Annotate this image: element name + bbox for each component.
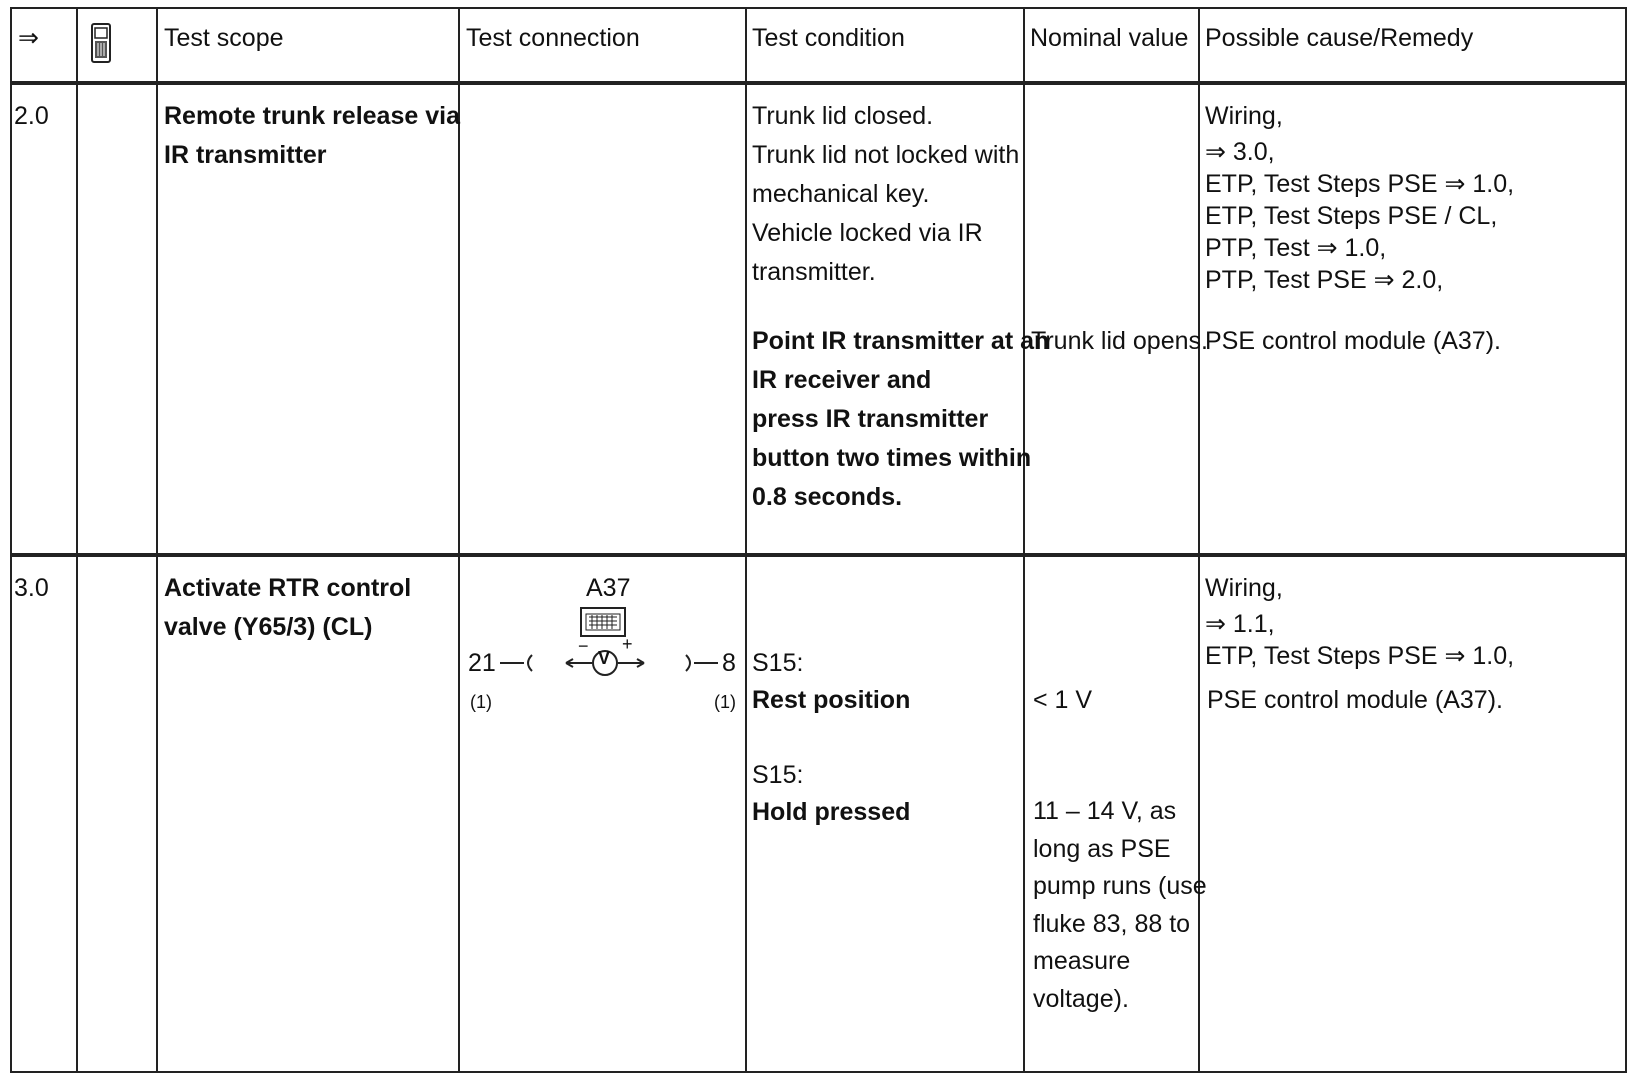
meter-plus: + bbox=[622, 634, 633, 654]
nominal-value-header: Nominal value bbox=[1030, 24, 1189, 52]
voltmeter-symbol: V bbox=[598, 648, 611, 668]
test-scope-cell: Activate RTR control valve (Y65/3) (CL) bbox=[164, 574, 412, 641]
right-pin-number: 8 bbox=[722, 649, 736, 677]
remedy-module: PSE control module (A37). bbox=[1207, 686, 1503, 714]
step-number: 2.0 bbox=[14, 102, 49, 130]
test-table bbox=[10, 7, 1627, 1073]
column-divider bbox=[1023, 9, 1025, 1071]
column-divider bbox=[156, 9, 158, 1071]
handheld-tester-icon bbox=[90, 23, 112, 75]
switch-label: S15: bbox=[752, 761, 804, 789]
right-connector-icon bbox=[678, 649, 718, 682]
column-divider bbox=[745, 9, 747, 1071]
left-connector-icon bbox=[500, 649, 540, 682]
test-connection-header: Test connection bbox=[466, 24, 640, 52]
nominal-value-cell: Trunk lid opens. bbox=[1031, 327, 1208, 355]
header-divider bbox=[12, 81, 1625, 85]
right-pin-note: (1) bbox=[714, 692, 736, 712]
test-condition-action: Point IR transmitter at an IR receiver and press IR transmitter button two times within 0.8 seconds. bbox=[752, 327, 1050, 511]
test-scope-cell: Remote trunk release via IR transmitter bbox=[164, 102, 460, 169]
condition-action: Rest position bbox=[752, 686, 911, 714]
remedy-cell: Wiring, ⇒ 3.0, ETP, Test Steps PSE ⇒ 1.0, ETP, Test Steps PSE / CL, PTP, Test ⇒ 1.0, PTP, Test PSE ⇒ 2.0, bbox=[1205, 102, 1515, 294]
left-pin-note: (1) bbox=[470, 692, 492, 712]
step-number: 3.0 bbox=[14, 574, 49, 602]
test-condition-cell: Trunk lid closed. Trunk lid not locked with mechanical key. Vehicle locked via IR transmitter. bbox=[752, 102, 1020, 286]
switch-label: S15: bbox=[752, 649, 804, 677]
condition-action: Hold pressed bbox=[752, 798, 911, 826]
remedy-cell: Wiring, ⇒ 1.1, ETP, Test Steps PSE ⇒ 1.0, bbox=[1205, 574, 1515, 670]
arrow-header: ⇒ bbox=[18, 24, 39, 52]
row-divider bbox=[12, 553, 1625, 557]
nominal-value-cell: < 1 V bbox=[1033, 686, 1093, 714]
module-label: A37 bbox=[586, 574, 631, 602]
test-scope-header: Test scope bbox=[164, 24, 284, 52]
column-divider bbox=[76, 9, 78, 1071]
meter-minus: − bbox=[578, 636, 589, 656]
left-pin-number: 21 bbox=[468, 649, 496, 677]
remedy-module: PSE control module (A37). bbox=[1205, 327, 1501, 355]
nominal-value-cell: 11 – 14 V, as long as PSE pump runs (use fluke 83, 88 to measure voltage). bbox=[1033, 797, 1207, 1013]
test-condition-header: Test condition bbox=[752, 24, 905, 52]
possible-cause-header: Possible cause/Remedy bbox=[1205, 24, 1474, 52]
